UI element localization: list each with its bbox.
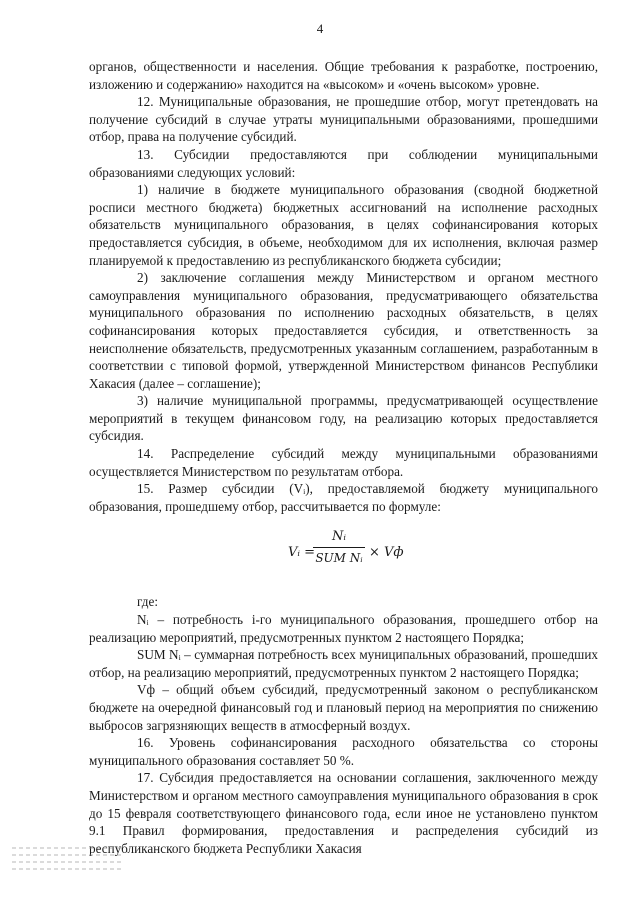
formula-numerator: Nᵢ <box>332 529 346 545</box>
document-body <box>89 58 598 857</box>
subsidy-formula <box>89 523 598 583</box>
paragraph-condition-3: 3) наличие муниципальной программы, предусматривающей осуществление мероприятий в текущем финансовом году, на реализацию которых предоставляется субсидия. <box>89 393 598 444</box>
paragraph-item-15: 15. Размер субсидии (Vᵢ), предоставляемой бюджету муниципального образования, прошедшему отбор, рассчитывается по формуле: <box>89 481 598 514</box>
paragraph-item-17: 17. Субсидия предоставляется на основании соглашения, заключенного между Министерством и органом местного самоуправления муниципального образования в срок до 15 февраля соответствующего финансового года, если иное не установлено пунктом 9.1 Правил формирования, предоставления и распределения субсидий из республиканского бюджета Республики Хакасия <box>89 770 598 856</box>
definition-vf: Vф – общий объем субсидий, предусмотренный законом о республиканском бюджете на очередной финансовый год и плановый период на мероприятия по снижению выбросов загрязняющих веществ в атмосферный воздух. <box>89 682 598 733</box>
formula-denominator: SUM Nᵢ <box>315 551 363 566</box>
paragraph-item-16: 16. Уровень софинансирования расходного обязательства со стороны муниципального образования составляет 50 %. <box>89 735 598 768</box>
paragraph-continuation: органов, общественности и населения. Общие требования к разработке, построению, изложению и содержанию» находится на «высоком» и «очень высоком» уровне. <box>89 59 598 92</box>
definitions-intro: где: <box>137 594 158 610</box>
page-number: 4 <box>316 21 324 36</box>
paragraph-condition-2: 2) заключение соглашения между Министерством и органом местного самоуправления муниципального образования, предусматривающего обязательства муниципального образования по исполнению расходных обязательств, в целях софинансирования которых предоставляется субсидия, и ответственность за неисполнение обязательств, предусмотренных указанным соглашением, разработанным в соответствии с типовой формой, утвержденной Министерством финансов Республики Хакасия (далее – соглашение); <box>89 270 598 391</box>
formula-fraction <box>313 529 365 566</box>
formula-lhs: Vᵢ = <box>288 545 316 561</box>
paragraph-item-14: 14. Распределение субсидий между муниципальными образованиями осуществляется Министерством по результатам отбора. <box>89 446 598 479</box>
definition-ni: Nᵢ – потребность i-го муниципального образования, прошедшего отбор на реализацию мероприятий, предусмотренных пунктом 2 настоящего Порядка; <box>89 612 598 645</box>
formula-rhs: × Vф <box>369 545 404 561</box>
faded-stamp-mark <box>12 842 122 882</box>
paragraph-item-12: 12. Муниципальные образования, не прошедшие отбор, могут претендовать на получение субсидий в случае утраты муниципальными образованиями, прошедшими отбор, права на получение субсидий. <box>89 94 598 145</box>
paragraph-item-13: 13. Субсидии предоставляются при соблюдении муниципальными образованиями следующих условий: <box>89 146 598 180</box>
definition-sum-ni: SUM Nᵢ – суммарная потребность всех муниципальных образований, прошедших отбор, на реализацию мероприятий, предусмотренных пунктом 2 настоящего Порядка; <box>89 647 598 680</box>
paragraph-condition-1: 1) наличие в бюджете муниципального образования (сводной бюджетной росписи местного бюджета) бюджетных ассигнований на исполнение расходных обязательств муниципального образования, в целях софинансирования которых предоставляется субсидия, в объеме, необходимом для их исполнения, включая размер планируемой к предоставлению из республиканского бюджета субсидии; <box>89 182 598 268</box>
formula-fraction-bar <box>313 547 365 548</box>
